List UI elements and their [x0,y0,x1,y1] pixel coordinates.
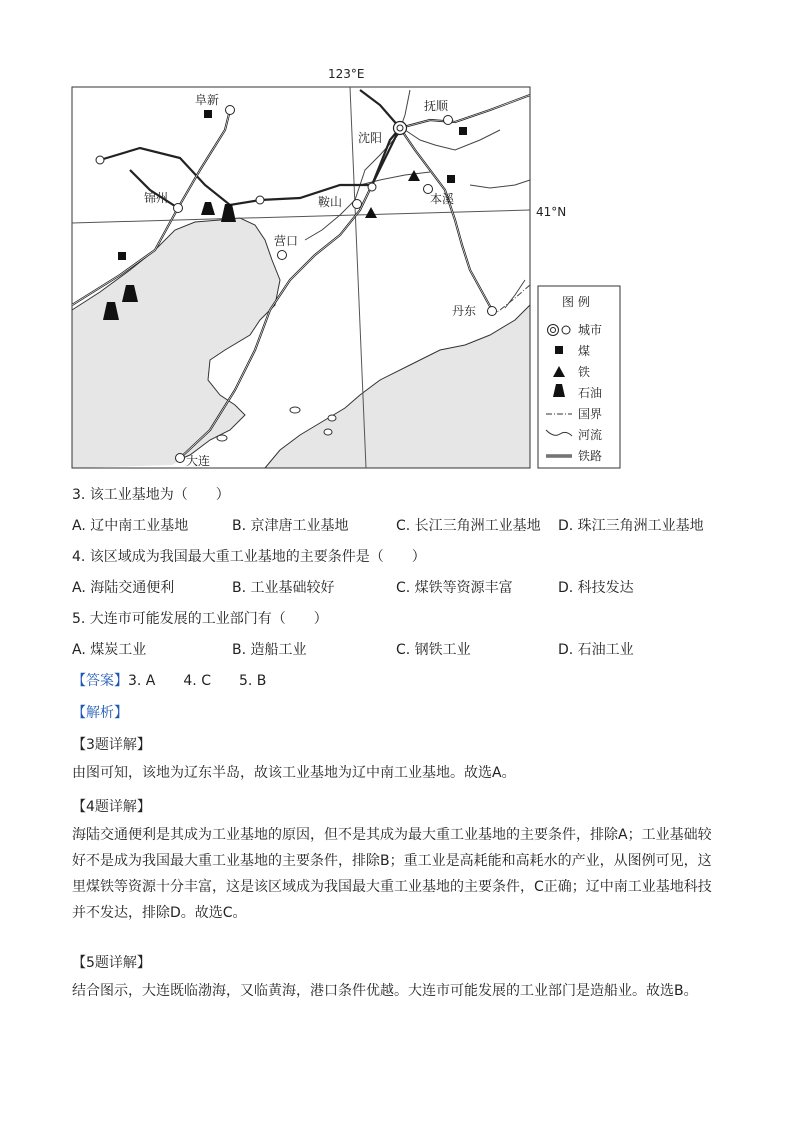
analysis-heading-5: 【5题详解】 [72,955,151,971]
coal-icon [447,175,455,183]
river [405,130,500,150]
option-b[interactable]: B. 造船工业 [232,642,307,658]
coal-icon [459,127,467,135]
city-label-dalian: 大连 [186,454,211,468]
city-jinzhou-marker [174,204,183,213]
option-b[interactable]: B. 工业基础较好 [232,580,335,596]
sea-area-east [265,305,530,468]
question-4-stem: 4. 该区域成为我国最大重工业基地的主要条件是（ ） [72,549,426,565]
option-a[interactable]: A. 海陆交通便利 [72,580,175,596]
island [324,429,332,435]
city-label-benxi: 本溪 [430,192,455,206]
analysis-line: 好不是成为我国最大重工业基地的主要条件，排除B；重工业是高耗能和高耗水的产业，从图例可见，这 [72,853,712,869]
analysis-body-4 [72,822,722,926]
city-dalian-marker [176,454,185,463]
city-fuxin-marker [226,106,235,115]
island [217,435,227,441]
iron-icon [365,207,377,218]
option-d[interactable]: D. 珠江三角洲工业基地 [558,518,704,534]
city-label-fushun: 抚顺 [424,99,449,113]
analysis-tag: 【解析】 [72,705,128,721]
option-b[interactable]: B. 京津唐工业基地 [232,518,349,534]
answer-tag: 【答案】 [72,673,128,689]
analysis-body-3 [72,760,722,786]
city-shenyang-marker-inner [397,125,403,131]
analysis-heading-3: 【3题详解】 [72,737,151,753]
river [305,90,410,240]
analysis-line: 里煤铁等资源十分丰富，这是该区域成为我国最大重工业基地的主要条件，C正确；辽中南工业基地科技 [72,879,712,895]
oil-icon [201,202,215,215]
city-marker [96,156,104,164]
question-5-stem: 5. 大连市可能发展的工业部门有（ ） [72,611,328,627]
city-anshan-marker [353,200,362,209]
answer-line [72,670,266,690]
latitude-label: 41°N [536,205,567,219]
option-a[interactable]: A. 辽中南工业基地 [72,518,189,534]
city-label-dandong: 丹东 [452,304,477,318]
option-c[interactable]: C. 长江三角洲工业基地 [396,518,541,534]
city-yingkou-marker [278,251,287,260]
liaoning-map [60,60,660,475]
map-figure [60,60,660,475]
analysis-line: 由图可知，该地为辽东半岛，故该工业基地为辽中南工业基地。故选A。 [72,765,516,781]
option-c[interactable]: C. 煤铁等资源丰富 [396,580,513,596]
analysis-line: 并不发达，排除D。故选C。 [72,905,247,921]
answer-text: 3. A 4. C 5. B [128,673,267,689]
city-marker [368,183,376,191]
city-label-shenyang: 沈阳 [358,131,383,145]
city-fushun-marker [444,116,453,125]
city-label-jinzhou: 锦州 [144,191,169,205]
option-d[interactable]: D. 石油工业 [558,642,634,658]
legend-oil-label: 石油 [578,386,603,400]
island [290,407,300,413]
city-marker [256,196,264,204]
island [328,415,336,421]
legend-title: 图 例 [562,295,590,309]
sea-area [72,218,280,468]
option-d[interactable]: D. 科技发达 [558,580,634,596]
analysis-line: 海陆交通便利是其成为工业基地的原因，但不是其成为最大重工业基地的主要条件，排除A；工业基础较 [72,827,712,843]
question-3-stem: 3. 该工业基地为（ ） [72,487,230,503]
city-label-anshan: 鞍山 [318,195,343,209]
analysis-heading-4: 【4题详解】 [72,799,151,815]
city-dandong-marker [488,307,497,316]
city-label-fuxin: 阜新 [195,93,220,107]
legend-river-label: 河流 [578,428,603,442]
analysis-line: 结合图示，大连既临渤海，又临黄海，港口条件优越。大连市可能发展的工业部门是造船业。故选B。 [72,983,698,999]
legend-railway-label: 铁路 [578,449,603,463]
legend-city-icon-inner [551,328,556,333]
river [505,280,525,308]
option-c[interactable]: C. 钢铁工业 [396,642,471,658]
legend-coal-label: 煤 [578,344,591,358]
coal-icon [204,110,212,118]
parallel-41n [72,210,530,223]
legend-iron-label: 铁 [578,365,591,379]
legend-city-label: 城市 [578,323,603,337]
oil-icon [221,204,236,222]
river [470,180,530,188]
city-label-yingkou: 营口 [274,234,299,248]
option-a[interactable]: A. 煤炭工业 [72,642,147,658]
analysis-body-5 [72,978,722,1004]
legend-border-label: 国界 [578,407,603,421]
longitude-label: 123°E [328,67,365,81]
legend-city-icon-small [562,326,570,334]
legend-coal-icon [555,346,563,354]
map-legend [538,286,620,468]
iron-icon [408,170,420,181]
coal-icon [118,252,126,260]
